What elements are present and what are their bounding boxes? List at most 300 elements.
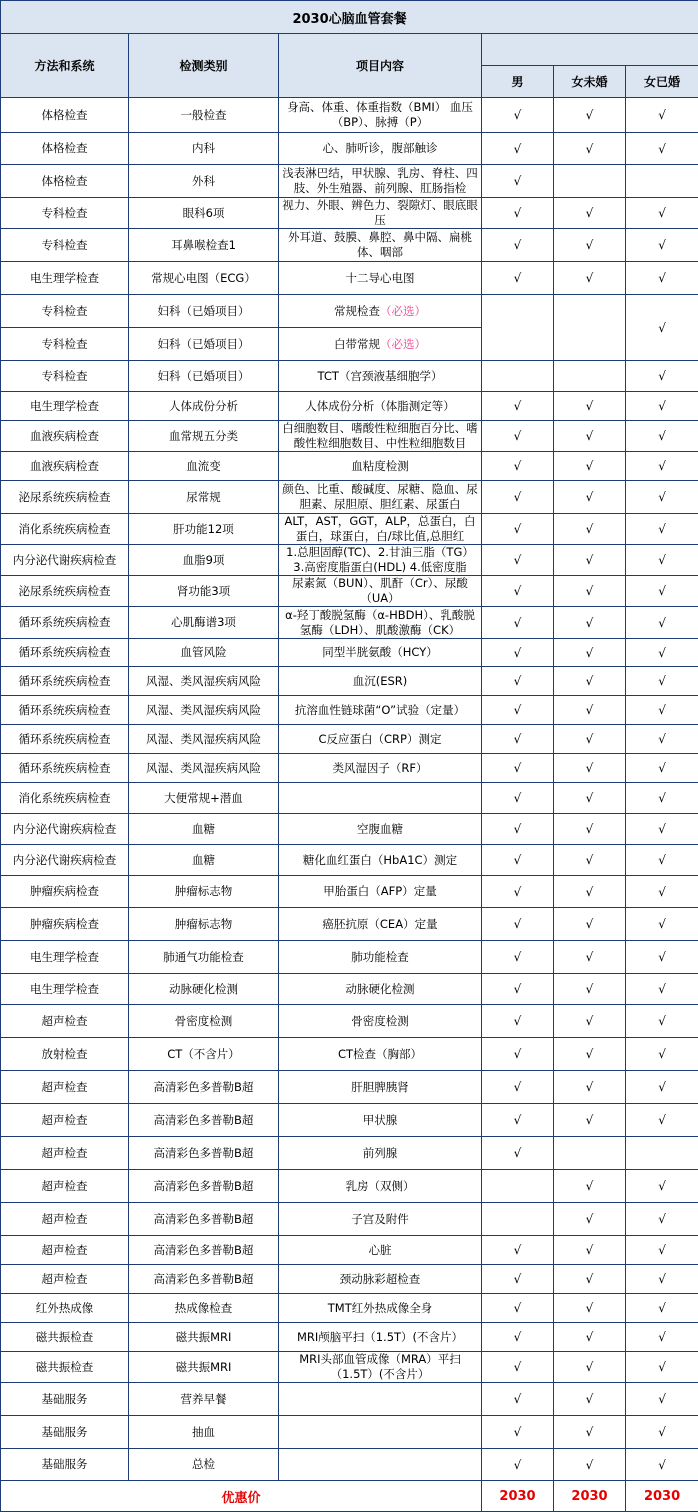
table-row — [1, 639, 698, 667]
female-unmarried-check: √ — [554, 1104, 626, 1137]
category-cell: 血脂9项 — [129, 545, 279, 576]
content-label: ALT，AST，GGT，ALP，总蛋白，白蛋白，球蛋白，白/球比值,总胆红 — [284, 514, 475, 543]
female-married-check: √ — [626, 783, 698, 814]
table-row — [1, 576, 698, 607]
content-label: 骨密度检测 — [351, 1014, 409, 1028]
male-check: √ — [482, 667, 554, 696]
method-cell: 超声检查 — [1, 1071, 129, 1104]
content-text — [279, 369, 481, 384]
female-unmarried-check: √ — [554, 1038, 626, 1071]
content-cell — [279, 514, 482, 545]
female-married-check: √ — [626, 941, 698, 974]
method-cell: 专科检查 — [1, 295, 129, 328]
content-text — [279, 399, 481, 414]
method-cell: 基础服务 — [1, 1449, 129, 1481]
female-married-check: √ — [626, 1170, 698, 1203]
female-married-check: √ — [626, 876, 698, 908]
female-unmarried-check — [554, 295, 626, 361]
content-cell — [279, 1236, 482, 1265]
method-cell: 电生理学检查 — [1, 262, 129, 295]
female-married-check: √ — [626, 814, 698, 845]
category-cell: 大便常规+潜血 — [129, 783, 279, 814]
content-label: MRI头部血管成像（MRA）平扫（1.5T）(不含片） — [299, 1352, 461, 1381]
category-cell: 肾功能3项 — [129, 576, 279, 607]
method-cell: 循环系统疾病检查 — [1, 696, 129, 725]
male-check: √ — [482, 1137, 554, 1170]
content-text — [279, 1179, 481, 1194]
female-unmarried-check: √ — [554, 1203, 626, 1236]
content-label: 常规检查 — [334, 304, 380, 318]
method-cell: 基础服务 — [1, 1383, 129, 1416]
female-unmarried-check: √ — [554, 392, 626, 421]
method-cell: 超声检查 — [1, 1005, 129, 1038]
category-cell: 一般检查 — [129, 98, 279, 133]
table-row — [1, 392, 698, 421]
content-cell — [279, 696, 482, 725]
category-cell: 高清彩色多普勒B超 — [129, 1203, 279, 1236]
category-cell: 尿常规 — [129, 481, 279, 514]
table-row — [1, 1071, 698, 1104]
content-text — [279, 1047, 481, 1062]
female-married-check: √ — [626, 545, 698, 576]
content-label: 血粘度检测 — [351, 459, 409, 473]
content-cell — [279, 1265, 482, 1294]
female-unmarried-check: √ — [554, 1383, 626, 1416]
method-cell: 电生理学检查 — [1, 392, 129, 421]
table-row — [1, 1170, 698, 1203]
female-married-check: √ — [626, 229, 698, 262]
table-row — [1, 876, 698, 908]
content-label: 前列腺 — [363, 1146, 398, 1160]
content-label: 人体成份分析（体脂测定等） — [305, 399, 455, 413]
content-cell — [279, 545, 482, 576]
category-cell: 妇科（已婚项目） — [129, 295, 279, 328]
table-row — [1, 845, 698, 876]
content-text — [279, 198, 481, 228]
female-married-check: √ — [626, 974, 698, 1005]
content-label: CT检查（胸部） — [338, 1047, 422, 1061]
method-cell: 专科检查 — [1, 198, 129, 229]
table-row — [1, 1203, 698, 1236]
header-female-married: 女已婚 — [626, 66, 698, 98]
female-married-check: √ — [626, 481, 698, 514]
method-cell: 内分泌代谢疾病检查 — [1, 545, 129, 576]
female-unmarried-check: √ — [554, 452, 626, 481]
content-label: TCT（宫颈液基细胞学） — [318, 369, 443, 383]
content-text — [279, 1212, 481, 1227]
table-row — [1, 1352, 698, 1383]
female-married-check: √ — [626, 514, 698, 545]
content-text — [279, 950, 481, 965]
male-check: √ — [482, 1383, 554, 1416]
female-unmarried-check: √ — [554, 481, 626, 514]
category-cell: 动脉硬化检测 — [129, 974, 279, 1005]
female-unmarried-check: √ — [554, 941, 626, 974]
method-cell: 红外热成像 — [1, 1294, 129, 1323]
female-unmarried-check: √ — [554, 1071, 626, 1104]
method-cell: 磁共振检查 — [1, 1323, 129, 1352]
method-cell: 肿瘤疾病检查 — [1, 908, 129, 941]
content-text — [279, 1352, 481, 1382]
male-check: √ — [482, 783, 554, 814]
content-cell — [279, 1352, 482, 1383]
category-cell: 高清彩色多普勒B超 — [129, 1104, 279, 1137]
category-cell: 心肌酶谱3项 — [129, 607, 279, 639]
method-cell: 循环系统疾病检查 — [1, 667, 129, 696]
method-cell: 消化系统疾病检查 — [1, 783, 129, 814]
category-cell: 营养早餐 — [129, 1383, 279, 1416]
female-unmarried-check: √ — [554, 262, 626, 295]
male-check: √ — [482, 1352, 554, 1383]
male-check: √ — [482, 392, 554, 421]
method-cell: 循环系统疾病检查 — [1, 639, 129, 667]
method-cell: 电生理学检查 — [1, 941, 129, 974]
method-cell: 放射检查 — [1, 1038, 129, 1071]
female-married-check: √ — [626, 725, 698, 754]
content-text — [279, 884, 481, 899]
female-unmarried-check: √ — [554, 576, 626, 607]
content-text — [279, 421, 481, 451]
category-cell: 磁共振MRI — [129, 1352, 279, 1383]
female-married-check: √ — [626, 667, 698, 696]
header-male: 男 — [482, 66, 554, 98]
content-cell — [279, 845, 482, 876]
content-cell — [279, 667, 482, 696]
female-unmarried-check: √ — [554, 639, 626, 667]
male-check: √ — [482, 576, 554, 607]
category-cell: 骨密度检测 — [129, 1005, 279, 1038]
content-cell — [279, 783, 482, 814]
method-cell: 泌尿系统疾病检查 — [1, 576, 129, 607]
female-unmarried-check: √ — [554, 754, 626, 783]
male-check: √ — [482, 876, 554, 908]
male-check — [482, 1170, 554, 1203]
content-label: MRI颅脑平扫（1.5T）(不含片） — [297, 1330, 463, 1344]
method-cell: 循环系统疾病检查 — [1, 725, 129, 754]
content-label: 类风湿因子（RF） — [332, 761, 427, 775]
method-cell: 超声检查 — [1, 1137, 129, 1170]
male-check: √ — [482, 607, 554, 639]
female-married-check: √ — [626, 452, 698, 481]
table-row — [1, 98, 698, 133]
table-row — [1, 165, 698, 198]
table-row — [1, 1137, 698, 1170]
female-married-check: √ — [626, 392, 698, 421]
female-married-check: √ — [626, 639, 698, 667]
male-price: 2030 — [482, 1481, 554, 1512]
female-unmarried-check: √ — [554, 783, 626, 814]
method-cell: 肿瘤疾病检查 — [1, 876, 129, 908]
male-check: √ — [482, 1265, 554, 1294]
content-text — [279, 917, 481, 932]
required-note: （必选） — [380, 304, 426, 318]
method-cell: 血液疾病检查 — [1, 452, 129, 481]
content-text — [279, 271, 481, 286]
content-label: 外耳道、鼓膜、鼻腔、鼻中隔、扁桃体、咽部 — [288, 230, 472, 259]
content-text — [279, 576, 481, 606]
content-label: 肝胆脾胰肾 — [351, 1080, 409, 1094]
content-label: 心脏 — [369, 1243, 392, 1257]
female-married-check: √ — [626, 361, 698, 392]
method-cell: 循环系统疾病检查 — [1, 607, 129, 639]
female-unmarried-check: √ — [554, 725, 626, 754]
female-married-check: √ — [626, 1352, 698, 1383]
table-row — [1, 1005, 698, 1038]
female-married-check: √ — [626, 421, 698, 452]
table-row — [1, 421, 698, 452]
female-married-check: √ — [626, 1005, 698, 1038]
female-married-check: √ — [626, 607, 698, 639]
method-cell: 电生理学检查 — [1, 974, 129, 1005]
female-unmarried-check: √ — [554, 607, 626, 639]
content-text — [279, 100, 481, 130]
content-text — [279, 337, 481, 352]
content-cell — [279, 754, 482, 783]
content-cell — [279, 421, 482, 452]
method-cell: 基础服务 — [1, 1416, 129, 1449]
table-row — [1, 725, 698, 754]
male-check: √ — [482, 754, 554, 783]
table-row — [1, 262, 698, 295]
category-cell: 血糖 — [129, 845, 279, 876]
female-unmarried-check — [554, 1137, 626, 1170]
category-cell: 热成像检查 — [129, 1294, 279, 1323]
content-cell — [279, 1071, 482, 1104]
female-unmarried-check: √ — [554, 1005, 626, 1038]
female-unmarried-check: √ — [554, 814, 626, 845]
table-row — [1, 1265, 698, 1294]
content-label: TMT红外热成像全身 — [328, 1301, 432, 1315]
content-label: 动脉硬化检测 — [346, 982, 415, 996]
male-check: √ — [482, 1071, 554, 1104]
content-text — [279, 1080, 481, 1095]
method-cell: 泌尿系统疾病检查 — [1, 481, 129, 514]
female-unmarried-check: √ — [554, 421, 626, 452]
method-cell: 体格检查 — [1, 165, 129, 198]
content-cell — [279, 165, 482, 198]
category-cell: 高清彩色多普勒B超 — [129, 1236, 279, 1265]
content-cell — [279, 1294, 482, 1323]
female-unmarried-check: √ — [554, 876, 626, 908]
female-married-check: √ — [626, 696, 698, 725]
table-row — [1, 514, 698, 545]
male-check: √ — [482, 1416, 554, 1449]
male-check — [482, 1203, 554, 1236]
content-text — [279, 1243, 481, 1258]
content-label: α-羟丁酸脱氢酶（α-HBDH）、乳酸脱氢酶（LDH）、肌酸激酶（CK） — [285, 608, 475, 637]
female-married-price: 2030 — [626, 1481, 698, 1512]
content-cell — [279, 639, 482, 667]
table-row — [1, 974, 698, 1005]
content-text — [279, 1014, 481, 1029]
content-label: 血沉(ESR) — [353, 674, 408, 688]
category-cell: 内科 — [129, 133, 279, 165]
table-row — [1, 1104, 698, 1137]
table-row — [1, 133, 698, 165]
female-unmarried-check: √ — [554, 845, 626, 876]
female-married-check: √ — [626, 198, 698, 229]
male-check: √ — [482, 1104, 554, 1137]
female-married-check: √ — [626, 1236, 698, 1265]
male-check: √ — [482, 639, 554, 667]
content-cell — [279, 908, 482, 941]
table-row — [1, 696, 698, 725]
content-label: 心、肺听诊，腹部触诊 — [323, 141, 438, 155]
category-cell: 高清彩色多普勒B超 — [129, 1170, 279, 1203]
content-text — [279, 822, 481, 837]
content-cell — [279, 1104, 482, 1137]
content-cell — [279, 198, 482, 229]
category-cell: 肺通气功能检查 — [129, 941, 279, 974]
content-label: 1.总胆固醇(TC)、2.甘油三脂（TG）3.高密度脂蛋白(HDL) 4.低密度脂 — [286, 545, 474, 574]
male-check — [482, 361, 554, 392]
female-married-check: √ — [626, 1449, 698, 1481]
content-label: 肺功能检查 — [351, 950, 409, 964]
female-married-check: √ — [626, 1416, 698, 1449]
content-cell — [279, 229, 482, 262]
content-cell — [279, 1005, 482, 1038]
content-text — [279, 459, 481, 474]
content-label: 颜色、比重、酸碱度、尿糖、隐血、尿胆素、尿胆原、胆红素、尿蛋白 — [282, 482, 478, 511]
female-unmarried-check: √ — [554, 1449, 626, 1481]
content-label: 十二导心电图 — [346, 271, 415, 285]
female-married-check — [626, 165, 698, 198]
female-married-check: √ — [626, 754, 698, 783]
male-check: √ — [482, 814, 554, 845]
content-label: 糖化血红蛋白（HbA1C）测定 — [303, 853, 457, 867]
content-label: 白带常规 — [334, 337, 380, 351]
table-row — [1, 481, 698, 514]
header-female-unmarried: 女未婚 — [554, 66, 626, 98]
content-cell — [279, 1203, 482, 1236]
female-married-check: √ — [626, 1383, 698, 1416]
female-unmarried-check — [554, 361, 626, 392]
male-check: √ — [482, 262, 554, 295]
content-text — [279, 982, 481, 997]
method-cell: 超声检查 — [1, 1170, 129, 1203]
content-cell — [279, 361, 482, 392]
method-cell: 超声检查 — [1, 1265, 129, 1294]
content-cell — [279, 1170, 482, 1203]
content-label: 浅表淋巴结，甲状腺、乳房、脊柱、四肢、外生殖器、前列腺、肛肠指检 — [282, 166, 478, 195]
content-cell — [279, 328, 482, 361]
content-cell — [279, 607, 482, 639]
required-note: （必选） — [380, 337, 426, 351]
content-text — [279, 545, 481, 575]
table-row — [1, 452, 698, 481]
category-cell: 眼科6项 — [129, 198, 279, 229]
category-cell: 高清彩色多普勒B超 — [129, 1265, 279, 1294]
female-married-check: √ — [626, 1203, 698, 1236]
content-text — [279, 1272, 481, 1287]
male-check: √ — [482, 452, 554, 481]
content-cell — [279, 1449, 482, 1481]
male-check: √ — [482, 1449, 554, 1481]
header-method: 方法和系统 — [1, 34, 129, 98]
content-label: 子宫及附件 — [351, 1212, 409, 1226]
male-check: √ — [482, 1294, 554, 1323]
content-cell — [279, 1323, 482, 1352]
method-cell: 超声检查 — [1, 1236, 129, 1265]
male-check: √ — [482, 1323, 554, 1352]
method-cell: 消化系统疾病检查 — [1, 514, 129, 545]
table-row — [1, 607, 698, 639]
female-unmarried-check: √ — [554, 514, 626, 545]
content-text — [279, 230, 481, 260]
content-text — [279, 514, 481, 544]
content-label: 乳房（双侧） — [346, 1179, 415, 1193]
male-check: √ — [482, 229, 554, 262]
male-check: √ — [482, 133, 554, 165]
table-row — [1, 667, 698, 696]
table-row — [1, 295, 698, 328]
male-check: √ — [482, 908, 554, 941]
table-row — [1, 754, 698, 783]
content-label: 白细胞数目、嗜酸性粒细胞百分比、嗜酸性粒细胞数目、中性粒细胞数目 — [282, 421, 478, 450]
content-cell — [279, 452, 482, 481]
female-unmarried-check: √ — [554, 133, 626, 165]
female-unmarried-check — [554, 165, 626, 198]
table-row — [1, 1236, 698, 1265]
content-cell — [279, 1383, 482, 1416]
content-text — [279, 732, 481, 747]
female-married-check: √ — [626, 1265, 698, 1294]
male-check: √ — [482, 696, 554, 725]
table-row — [1, 908, 698, 941]
header-content: 项目内容 — [279, 34, 482, 98]
method-cell: 体格检查 — [1, 98, 129, 133]
male-check: √ — [482, 481, 554, 514]
male-check: √ — [482, 165, 554, 198]
female-married-check: √ — [626, 1294, 698, 1323]
male-check — [482, 295, 554, 361]
content-label: 空腹血糖 — [357, 822, 403, 836]
content-text — [279, 608, 481, 638]
male-check: √ — [482, 545, 554, 576]
content-cell — [279, 876, 482, 908]
content-text — [279, 1330, 481, 1345]
content-text — [279, 761, 481, 776]
female-unmarried-check: √ — [554, 1236, 626, 1265]
male-check: √ — [482, 974, 554, 1005]
female-unmarried-check: √ — [554, 908, 626, 941]
table-row — [1, 783, 698, 814]
female-unmarried-check: √ — [554, 974, 626, 1005]
table-row — [1, 1449, 698, 1481]
category-cell: 肿瘤标志物 — [129, 908, 279, 941]
male-check: √ — [482, 941, 554, 974]
category-cell: 血管风险 — [129, 639, 279, 667]
female-unmarried-check: √ — [554, 198, 626, 229]
content-label: 身高、体重、体重指数（BMI） 血压（BP）、脉搏（P） — [287, 100, 473, 129]
method-cell: 超声检查 — [1, 1104, 129, 1137]
method-cell: 内分泌代谢疾病检查 — [1, 814, 129, 845]
female-unmarried-check: √ — [554, 696, 626, 725]
method-cell: 专科检查 — [1, 328, 129, 361]
category-cell: 人体成份分析 — [129, 392, 279, 421]
content-text — [279, 1146, 481, 1161]
content-label: 癌胚抗原（CEA）定量 — [322, 917, 437, 931]
content-text — [279, 645, 481, 660]
male-check: √ — [482, 1236, 554, 1265]
content-cell — [279, 133, 482, 165]
male-check: √ — [482, 725, 554, 754]
content-text — [279, 853, 481, 868]
content-cell — [279, 974, 482, 1005]
content-label: 颈动脉彩超检查 — [340, 1272, 421, 1286]
female-married-check: √ — [626, 262, 698, 295]
female-married-check: √ — [626, 576, 698, 607]
